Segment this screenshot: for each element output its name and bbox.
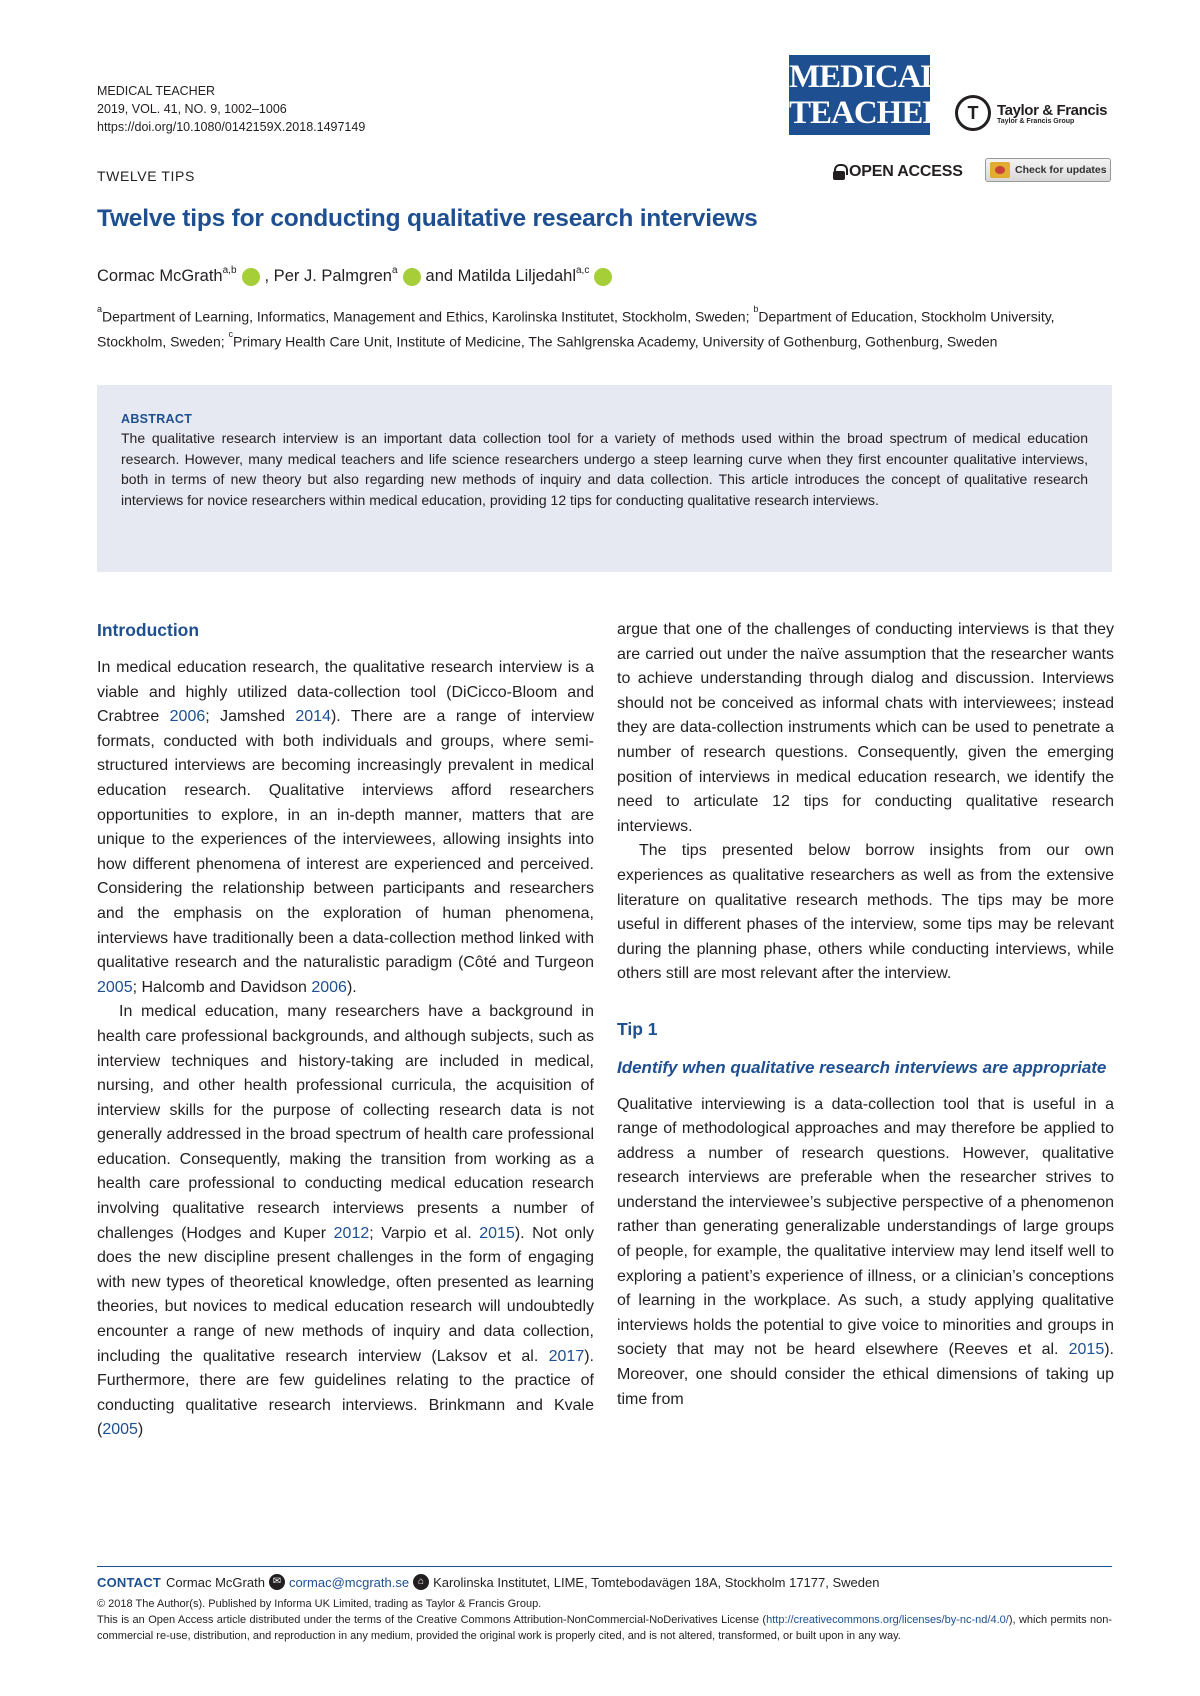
text-run: In medical education, many researchers have a background in health care professional backgrounds, and although subjects, such as interview techniques and history-taking are included in medical, nursing, and other health professional curricula, the acquisition of interview skills for the purpose of collecting research data is not generally addressed in the broad spectrum of health care professional education. Consequently, making the transition from working as a health care professional to conducting medical education research involving qualitative research interviews presents a number of challenges (Hodges and Kuper <box>97 1003 594 1242</box>
citation-link[interactable]: 2015 <box>479 1224 515 1242</box>
orcid-icon[interactable] <box>594 268 612 286</box>
doi-link[interactable]: https://doi.org/10.1080/0142159X.2018.1497149 <box>97 120 366 134</box>
citation-link[interactable]: 2014 <box>295 708 331 726</box>
text-run: ). Not only does the new discipline present challenges in the form of engaging with new types of theoretical knowledge, often presented as learning theories, but novices to medical education research will undoubtedly encounter a range of new methods of inquiry and data collection, including the qualitative research interview (Laksov et al. <box>97 1224 594 1365</box>
abstract-heading: ABSTRACT <box>121 412 193 426</box>
contact-email-link[interactable]: cormac@mcgrath.se <box>288 1574 410 1590</box>
address-icon: ⌂ <box>413 1574 429 1590</box>
affiliation-a-sup: a <box>97 304 103 314</box>
citation-link[interactable]: 2006 <box>311 978 347 996</box>
license-link[interactable]: http://creativecommons.org/licenses/by-nc-nd/4.0/ <box>766 1614 1009 1626</box>
author-affiliation-sup: a <box>391 265 398 276</box>
license-text <box>97 1612 1112 1644</box>
email-icon: ✉ <box>269 1574 285 1590</box>
author-affiliation-sup: a,b <box>222 265 237 276</box>
article-title: Twelve tips for conducting qualitative research interviews <box>97 205 758 232</box>
text-run: ; Halcomb and Davidson <box>132 978 312 996</box>
text-run: ) <box>137 1421 144 1439</box>
license-block <box>97 1596 1112 1644</box>
text-run: ). Moreover, one should consider the ethical dimensions of taking up time from <box>617 1341 1114 1408</box>
taylor-francis-icon: T <box>955 95 991 131</box>
open-access-label: OPEN ACCESS <box>849 163 963 180</box>
taylor-francis-logo <box>955 95 1107 131</box>
intro-paragraph-3: argue that one of the challenges of conducting interviews is that they are carried out under the naïve assumption that the researcher wants to achieve understanding through dialog and discussion. Interviews should not be conceived as informal chats with interviewees; instead they are data-collection instruments which can be used to penetrate a number of research questions. Consequently, given the emerging position of interviews in medical education research, we identify the need to articulate 12 tips for conducting qualitative research interviews. <box>617 621 1114 835</box>
author-name: , Per J. Palmgren <box>264 267 392 285</box>
lock-icon <box>833 164 845 180</box>
left-column <box>97 618 594 1443</box>
text-run: ; Varpio et al. <box>369 1224 480 1242</box>
text-run: ). <box>346 978 357 996</box>
text-run: ). Furthermore, there are few guidelines relating to the practice of conducting qualitative research interviews. Brinkmann and Kvale ( <box>97 1347 594 1439</box>
tip-1-heading: Tip 1 <box>617 1018 658 1039</box>
tip-1-subheading: Identify when qualitative research interviews are appropriate <box>617 1057 1107 1077</box>
section-label: TWELVE TIPS <box>97 168 195 184</box>
journal-name: MEDICAL TEACHER <box>97 84 216 98</box>
contact-label: CONTACT <box>97 1574 161 1590</box>
publisher-sub: Taylor & Francis Group <box>997 117 1075 125</box>
footer-divider <box>97 1566 1112 1567</box>
citation-link[interactable]: 2006 <box>169 708 206 726</box>
medical-teacher-logo <box>789 55 946 135</box>
contact-name: Cormac McGrath <box>165 1574 265 1590</box>
affiliations <box>97 303 1112 352</box>
abstract-box <box>97 385 1112 572</box>
open-access-badge <box>833 163 963 181</box>
publisher-name: Taylor & Francis <box>997 101 1108 119</box>
orcid-icon[interactable] <box>403 268 421 286</box>
check-updates-icon <box>990 162 1010 178</box>
license-pre: This is an Open Access article distributed under the terms of the Creative Commons Attribution-NonCommercial-NoDerivatives License ( <box>97 1614 767 1626</box>
orcid-icon[interactable] <box>242 268 260 286</box>
affiliation-c: Primary Health Care Unit, Institute of Medicine, The Sahlgrenska Academy, University of Gothenburg, Gothenburg, Sweden <box>233 333 998 350</box>
citation-link[interactable]: 2005 <box>97 978 133 996</box>
text-run: Qualitative interviewing is a data-collection tool that is useful in a range of methodological approaches and may therefore be applied to address a number of research questions. However, qualitative research interviews are preferable when the researcher strives to understand the interviewee’s subjective perspective of a phenomenon rather than generating generalizable understandings of large groups of people, for example, the qualitative interview may lend itself well to exploring a patient’s experience of illness, or a clinician’s conceptions of learning in the workplace. As such, a study applying qualitative interviews holds the potential to give voice to minorities and groups in society that may not be heard elsewhere (Reeves et al. <box>617 1095 1114 1359</box>
abstract-text: The qualitative research interview is an important data collection tool for a variety of methods used within the broad spectrum of medical education research. However, many medical teachers and life science researchers undergo a steep learning curve when they first encounter qualitative interviews, both in terms of new theory but also regarding new methods of inquiry and data collection. This article introduces the concept of qualitative research interviews for novice researchers within medical education, providing 12 tips for conducting qualitative research interviews. <box>121 430 1088 508</box>
text-run: ). There are a range of interview formats, conducted with both individuals and groups, where semi-structured interviews are becoming increasingly prevalent in medical education research. Qualitative interviews afford researchers opportunities to explore, in an in-depth manner, matters that are unique to the experiences of the interviewees, allowing insights into how different phenomena of interest are experienced and perceived. Considering the relationship between participants and researchers and the emphasis on the exploration of human phenomena, interviews have traditionally been a data-collection method linked with qualitative research and the naturalistic paradigm (Côté and Turgeon <box>97 708 594 972</box>
contact-line <box>97 1574 879 1590</box>
author-affiliation-sup: a,c <box>575 265 590 276</box>
text-run: ; Jamshed <box>205 708 296 726</box>
citation-link[interactable]: 2015 <box>1068 1341 1105 1359</box>
affiliation-c-sup: c <box>228 328 234 339</box>
check-updates-label: Check for updates <box>1015 164 1107 176</box>
logo-line-1: MEDICAL <box>789 59 942 95</box>
citation-link[interactable]: 2005 <box>102 1421 138 1439</box>
introduction-heading: Introduction <box>97 620 200 640</box>
text-run: In medical education research, the qualitative research interview is a viable and highly utilized data-collection tool (DiCicco-Bloom and Crabtree <box>97 659 594 726</box>
journal-volume: 2019, VOL. 41, NO. 9, 1002–1006 <box>97 102 287 116</box>
citation-link[interactable]: 2012 <box>333 1224 370 1242</box>
right-column <box>617 618 1114 1412</box>
contact-address: Karolinska Institutet, LIME, Tomtebodavägen 18A, Stockholm 17177, Sweden <box>433 1574 880 1590</box>
author-name: Cormac McGrath <box>97 267 223 285</box>
check-for-updates-button[interactable] <box>985 158 1111 182</box>
author-list <box>97 267 617 286</box>
intro-paragraph-4: The tips presented below borrow insights from our own experiences as qualitative researchers as well as from the extensive literature on qualitative research methods. The tips may be more useful in different phases of the interview, some tips may be relevant during the planning phase, others while conducting interviews, while others still are most relevant after the interview. <box>617 842 1114 983</box>
citation-link[interactable]: 2017 <box>548 1347 585 1365</box>
journal-meta <box>97 82 365 136</box>
tip-1-paragraph <box>617 1093 1114 1413</box>
affiliation-a: Department of Learning, Informatics, Management and Ethics, Karolinska Institutet, Stockholm, Sweden; <box>102 308 754 325</box>
intro-paragraph-1 <box>97 656 594 1000</box>
author-name: and Matilda Liljedahl <box>425 267 576 285</box>
affiliation-b: Department of Education, Stockholm University, Stockholm, Sweden; <box>97 308 1055 350</box>
intro-paragraph-2 <box>97 1000 594 1443</box>
logo-line-2: TEACHER <box>789 95 946 131</box>
affiliation-b-sup: b <box>753 304 759 314</box>
copyright-text: © 2018 The Author(s). Published by Informa UK Limited, trading as Taylor & Francis Group. <box>97 1598 542 1610</box>
license-post: ), which permits non-commercial re-use, distribution, and reproduction in any medium, provided the original work is properly cited, and is not altered, transformed, or built upon in any way. <box>97 1614 1112 1642</box>
